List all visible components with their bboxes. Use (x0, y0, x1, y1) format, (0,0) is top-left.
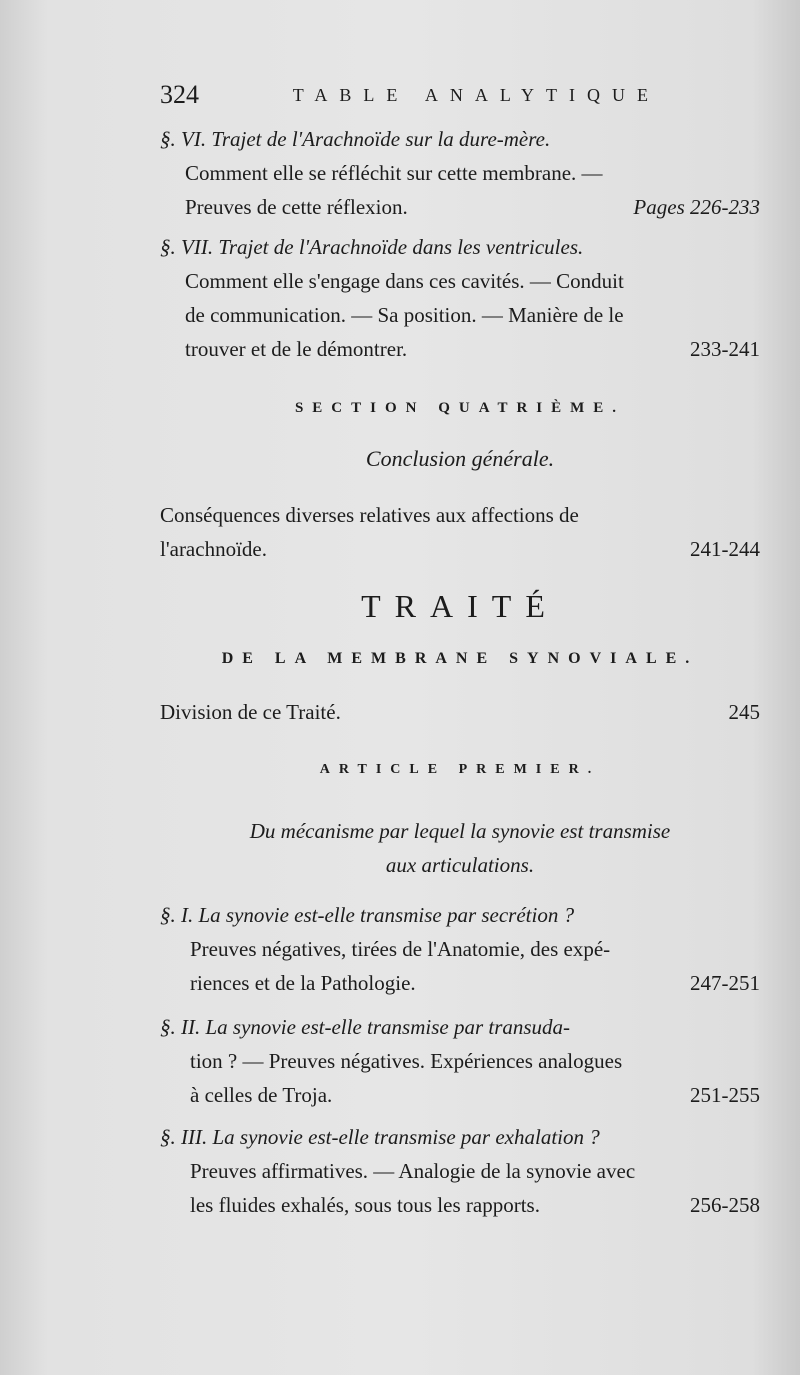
entry-line: l'arachnoïde. (160, 537, 267, 561)
page-range: 256-258 (690, 1193, 760, 1217)
traite-title: TRAITÉ (361, 588, 559, 624)
section-subtitle: Conclusion générale. (365, 446, 555, 471)
entry-line: tion ? — Preuves négatives. Expériences analogues (190, 1049, 623, 1073)
entry-vii (160, 230, 760, 366)
traite-subtitle: DE LA MEMBRANE SYNOVIALE. (221, 650, 699, 667)
entry-line: les fluides exhalés, sous tous les rapports. (190, 1193, 540, 1217)
page-header (160, 78, 760, 112)
entry-line: Preuves affirmatives. — Analogie de la synovie avec (190, 1159, 636, 1183)
entry-line: Division de ce Traité. (160, 700, 341, 724)
article-title-line: aux articulations. (385, 853, 535, 877)
entry-vi (160, 122, 760, 224)
entry-line: Preuves de cette réflexion. (185, 195, 408, 219)
article-title-line: Du mécanisme par lequel la synovie est transmise (249, 819, 671, 843)
running-title: TABLE ANALYTIQUE (292, 85, 660, 105)
page-range: 233-241 (690, 337, 760, 361)
page-range: 251-255 (690, 1083, 760, 1107)
entry-line: riences et de la Pathologie. (190, 971, 416, 995)
entry-line: trouver et de le démontrer. (185, 337, 408, 361)
entry-line: Conséquences diverses relatives aux affections de (160, 503, 579, 527)
entry-line: §. II. La synovie est-elle transmise par transuda- (160, 1015, 571, 1039)
article-title (160, 814, 760, 882)
entry-line: Comment elle se réfléchit sur cette membrane. — (185, 161, 603, 185)
page-number: 324 (160, 80, 199, 109)
division-entry (160, 695, 760, 729)
entry-line: §. VII. Trajet de l'Arachnoïde dans les ventricules. (160, 235, 584, 259)
entry-ii (160, 1010, 760, 1112)
entry-line: de communication. — Sa position. — Manière de le (185, 303, 624, 327)
entry-line: §. VI. Trajet de l'Arachnoïde sur la dure-mère. (160, 127, 551, 151)
page-range: 247-251 (690, 971, 760, 995)
page-range: Pages 226-233 (633, 195, 760, 219)
entry-line: §. III. La synovie est-elle transmise par exhalation ? (160, 1125, 600, 1149)
article-heading: ARTICLE PREMIER. (319, 762, 601, 777)
entry-line: §. I. La synovie est-elle transmise par secrétion ? (160, 903, 575, 927)
entry-iii (160, 1120, 760, 1222)
page-range: 245 (728, 700, 760, 724)
entry-line: Preuves négatives, tirées de l'Anatomie, des expé- (190, 937, 611, 961)
conclusion-entry (160, 498, 760, 566)
entry-i (160, 898, 760, 1000)
section-heading: SECTION QUATRIÈME. (294, 400, 626, 416)
entry-line: à celles de Troja. (190, 1083, 333, 1107)
entry-line: Comment elle s'engage dans ces cavités. — Conduit (185, 269, 624, 293)
page-range: 241-244 (690, 537, 760, 561)
